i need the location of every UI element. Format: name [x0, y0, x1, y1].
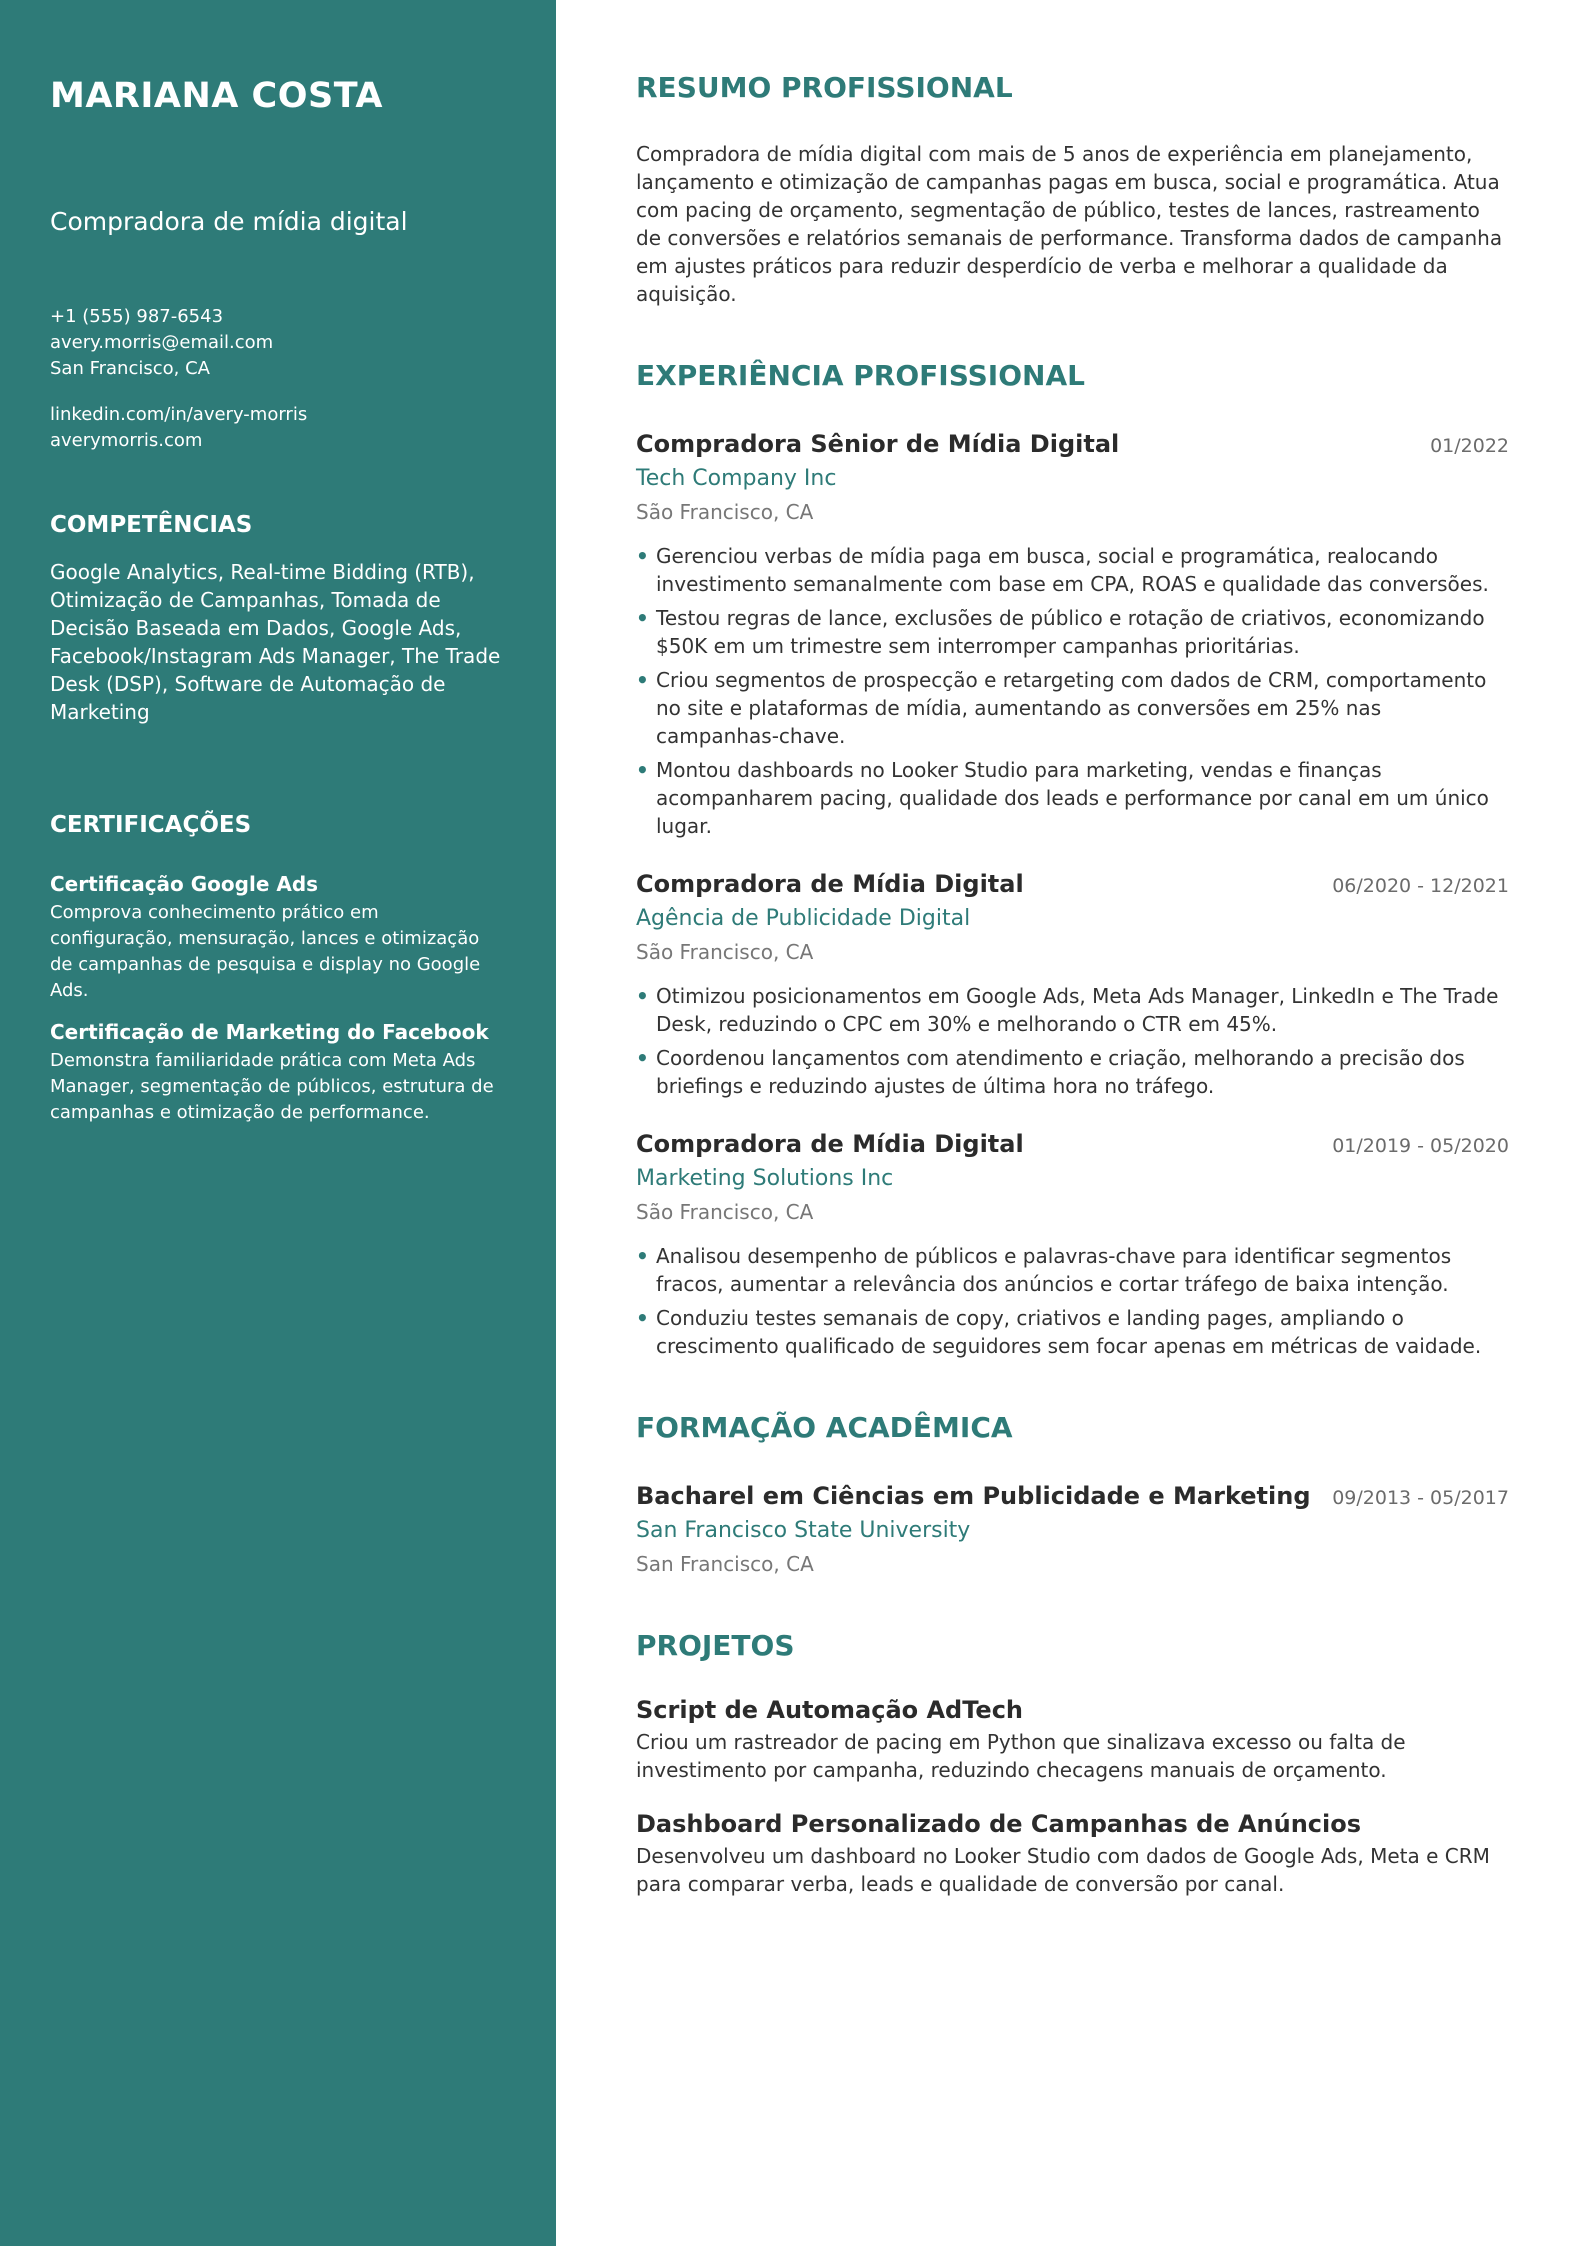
experience-entry — [636, 868, 1509, 1100]
bullet-item — [636, 982, 1509, 1038]
certification-item — [50, 1018, 506, 1126]
bullet-text: Analisou desempenho de públicos e palavras-chave para identificar segmentos fracos, aumentar a relevância dos anúncios e cortar tráfego de baixa intenção. — [656, 1244, 1452, 1296]
skills-heading: COMPETÊNCIAS — [50, 512, 253, 538]
entry-header — [636, 1480, 1509, 1512]
bullet-icon: • — [636, 606, 649, 630]
certification-title: Certificação Google Ads — [50, 872, 319, 896]
bullet-item — [636, 542, 1509, 598]
bullet-item — [636, 756, 1509, 840]
contact-email[interactable]: avery.morris@email.com — [50, 332, 274, 353]
summary-text: Compradora de mídia digital com mais de 5 anos de experiência em planejamento, lançamento e otimização de campanhas pagas em busca, social e programática. Atua com pacing de orçamento, segmentação de público, testes de lances, rastreamento de conversões e relatórios semanais de performance. Transforma dados de campanha em ajustes práticos para reduzir desperdício de verba e melhorar a qualidade da aquisição. — [636, 142, 1503, 306]
projects-heading: PROJETOS — [636, 1629, 795, 1662]
bullet-icon: • — [636, 1306, 649, 1330]
company-name: Agência de Publicidade Digital — [636, 906, 971, 931]
bullet-icon: • — [636, 544, 649, 568]
contact-links — [50, 402, 506, 454]
entry-header — [636, 868, 1509, 900]
bullet-item — [636, 666, 1509, 750]
bullet-item — [636, 1044, 1509, 1100]
job-location: São Francisco, CA — [636, 500, 814, 524]
job-date: 01/2019 - 05/2020 — [1332, 1135, 1509, 1157]
education-heading: FORMAÇÃO ACADÊMICA — [636, 1411, 1013, 1444]
project-item — [636, 1694, 1509, 1784]
bullet-text: Montou dashboards no Looker Studio para marketing, vendas e finanças acompanharem pacing, qualidade dos leads e performance por canal em um único lugar. — [656, 758, 1489, 838]
summary-heading: RESUMO PROFISSIONAL — [636, 71, 1013, 104]
bullet-text: Otimizou posicionamentos em Google Ads, Meta Ads Manager, LinkedIn e The Trade Desk, reduzindo o CPC em 30% e melhorando o CTR em 45%. — [656, 984, 1499, 1036]
candidate-headline: Compradora de mídia digital — [50, 207, 408, 236]
skills-list: Google Analytics, Real-time Bidding (RTB), Otimização de Campanhas, Tomada de Decisão Baseada em Dados, Google Ads, Facebook/Instagram Ads Manager, The Trade Desk (DSP), Software de Automação de Marketing — [50, 560, 501, 724]
certification-desc: Comprova conhecimento prático em configuração, mensuração, lances e otimização de campanhas de pesquisa e display no Google Ads. — [50, 902, 481, 1001]
bullet-item — [636, 604, 1509, 660]
job-title: Compradora Sênior de Mídia Digital — [636, 430, 1120, 458]
bullet-text: Testou regras de lance, exclusões de público e rotação de criativos, economizando $50K em um trimestre sem interromper campanhas prioritárias. — [656, 606, 1485, 658]
project-title: Script de Automação AdTech — [636, 1696, 1024, 1724]
project-title: Dashboard Personalizado de Campanhas de Anúncios — [636, 1810, 1362, 1838]
project-desc: Desenvolveu um dashboard no Looker Studio com dados de Google Ads, Meta e CRM para comparar verba, leads e qualidade de conversão por canal. — [636, 1844, 1490, 1896]
job-title: Compradora de Mídia Digital — [636, 870, 1024, 898]
bullet-text: Conduziu testes semanais de copy, criativos e landing pages, ampliando o crescimento qualificado de seguidores sem focar apenas em métricas de vaidade. — [656, 1306, 1482, 1358]
contact-phone: +1 (555) 987-6543 — [50, 306, 224, 327]
company-name: Marketing Solutions Inc — [636, 1166, 894, 1191]
contact-location: San Francisco, CA — [50, 358, 210, 379]
bullet-item — [636, 1304, 1509, 1360]
job-location: São Francisco, CA — [636, 940, 814, 964]
job-bullets — [636, 982, 1509, 1100]
candidate-name: MARIANA COSTA — [50, 76, 383, 116]
bullet-icon: • — [636, 1046, 649, 1070]
job-date: 06/2020 - 12/2021 — [1332, 875, 1509, 897]
main-content — [556, 0, 1588, 2246]
contact-website[interactable]: averymorris.com — [50, 430, 203, 451]
experience-heading: EXPERIÊNCIA PROFISSIONAL — [636, 359, 1085, 392]
bullet-text: Coordenou lançamentos com atendimento e criação, melhorando a precisão dos briefings e reduzindo ajustes de última hora no tráfego. — [656, 1046, 1465, 1098]
company-name: Tech Company Inc — [636, 466, 837, 491]
school-location: San Francisco, CA — [636, 1552, 814, 1576]
bullet-text: Criou segmentos de prospecção e retargeting com dados de CRM, comportamento no site e plataformas de mídia, aumentando as conversões em 25% nas campanhas-chave. — [656, 668, 1487, 748]
certification-desc: Demonstra familiaridade prática com Meta Ads Manager, segmentação de públicos, estrutura de campanhas e otimização de performance. — [50, 1050, 494, 1123]
bullet-icon: • — [636, 758, 649, 782]
sidebar — [0, 0, 556, 2246]
project-desc: Criou um rastreador de pacing em Python que sinalizava excesso ou falta de investimento por campanha, reduzindo checagens manuais de orçamento. — [636, 1730, 1406, 1782]
education-entry — [636, 1480, 1509, 1578]
job-location: São Francisco, CA — [636, 1200, 814, 1224]
education-section — [636, 1410, 1509, 1578]
degree-title: Bacharel em Ciências em Publicidade e Marketing — [636, 1482, 1311, 1510]
bullet-icon: • — [636, 1244, 649, 1268]
entry-header — [636, 1128, 1509, 1160]
certifications-heading: CERTIFICAÇÕES — [50, 812, 252, 838]
job-date: 01/2022 — [1430, 435, 1509, 457]
bullet-item — [636, 1242, 1509, 1298]
experience-entry — [636, 1128, 1509, 1360]
job-bullets — [636, 1242, 1509, 1360]
school-name: San Francisco State University — [636, 1518, 971, 1543]
experience-entry — [636, 428, 1509, 840]
education-date: 09/2013 - 05/2017 — [1332, 1487, 1509, 1509]
entry-header — [636, 428, 1509, 460]
certification-item — [50, 870, 506, 1004]
job-bullets — [636, 542, 1509, 840]
projects-section — [636, 1628, 1509, 1898]
contact-info — [50, 304, 506, 382]
job-title: Compradora de Mídia Digital — [636, 1130, 1024, 1158]
experience-section — [636, 358, 1509, 1360]
contact-linkedin[interactable]: linkedin.com/in/avery-morris — [50, 404, 308, 425]
bullet-text: Gerenciou verbas de mídia paga em busca, social e programática, realocando investimento semanalmente com base em CPA, ROAS e qualidade das conversões. — [656, 544, 1489, 596]
project-item — [636, 1808, 1509, 1898]
certification-title: Certificação de Marketing do Facebook — [50, 1020, 489, 1044]
bullet-icon: • — [636, 668, 649, 692]
summary-section — [636, 70, 1509, 308]
bullet-icon: • — [636, 984, 649, 1008]
